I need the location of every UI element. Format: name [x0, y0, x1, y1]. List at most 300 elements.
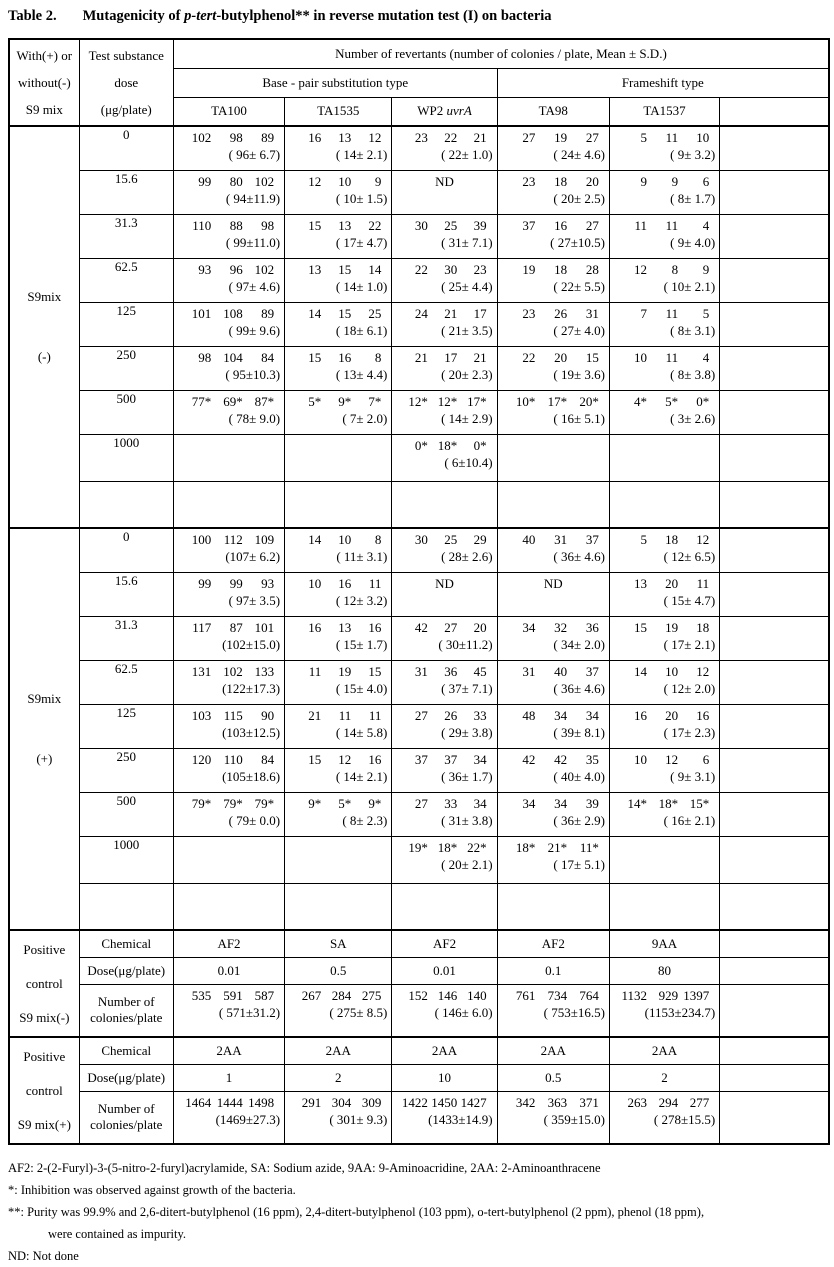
mean-sd: ( 359±15.0) [543, 1111, 605, 1127]
plate-counts [285, 171, 391, 190]
plate-counts [174, 127, 284, 146]
empty-cell [720, 346, 829, 390]
plate-counts [285, 529, 391, 548]
result-cell [173, 748, 284, 792]
count-value: 87* [254, 393, 275, 409]
count-value: 13 [634, 575, 647, 591]
count-value: 27 [444, 619, 458, 635]
plate-counts [392, 705, 496, 724]
mean-sd: (102±15.0) [222, 636, 281, 652]
dose-cell: 125 [79, 704, 173, 748]
strain-name-italic: uvrA [446, 103, 472, 119]
mean-sd: ( 34± 2.0) [553, 636, 605, 652]
plate-counts [610, 347, 719, 366]
plate-counts [285, 215, 391, 234]
count-value: 1450 [431, 1094, 458, 1110]
plate-counts [498, 171, 609, 190]
plate-counts [174, 705, 284, 724]
plate-counts [610, 171, 719, 190]
result-cell [609, 346, 719, 390]
plate-counts [285, 259, 391, 278]
count-value: 31 [522, 663, 536, 679]
plate-counts [285, 705, 391, 724]
count-value: 15 [308, 751, 322, 767]
count-value: 37 [444, 751, 458, 767]
count-value: 79* [191, 795, 212, 811]
plate-counts [285, 303, 391, 322]
count-value: 23 [522, 173, 536, 189]
dose-cell: 1000 [79, 836, 173, 883]
header-dose-line: (μg/plate) [100, 102, 152, 117]
count-value: 100 [191, 532, 212, 547]
header-dose-line: Test substance [88, 48, 164, 63]
count-value: 16 [308, 130, 322, 145]
plate-counts [285, 573, 391, 592]
empty-cell [720, 434, 829, 481]
result-cell [285, 704, 392, 748]
count-value: 5 [702, 305, 710, 321]
count-value: 342 [515, 1094, 536, 1110]
empty-cell [720, 170, 829, 214]
count-value: 18* [437, 839, 458, 855]
count-value: 18* [658, 795, 679, 811]
plate-counts [392, 1092, 496, 1111]
count-value: 21 [473, 349, 487, 365]
result-cell [497, 170, 609, 214]
count-value: 13 [308, 261, 322, 277]
footnote-abbreviations: AF2: 2-(2-Furyl)-3-(5-nitro-2-furyl)acrylamide, SA: Sodium azide, 9AA: 9-Aminoacridine, 2AA: 2-Aminoanthracene [8, 1161, 601, 1175]
dose-cell [79, 883, 173, 930]
result-cell [609, 302, 719, 346]
positive-control-chemical-row [9, 930, 829, 957]
plate-counts [498, 529, 609, 548]
count-value: 8 [374, 349, 382, 365]
plate-counts [498, 1092, 609, 1111]
positive-control-label-line: control [25, 1082, 63, 1098]
header-strain-wp2-uvra [392, 97, 497, 126]
colonies-cell [173, 1091, 284, 1144]
count-value: 6 [702, 751, 710, 767]
count-value: 30 [414, 532, 428, 547]
count-value: 10* [515, 393, 536, 409]
result-cell [609, 792, 719, 836]
mutagenicity-table [8, 38, 830, 1145]
count-value: 22 [444, 130, 458, 145]
mean-sd: ( 94±11.9) [225, 190, 281, 206]
empty-cell [720, 1064, 829, 1091]
mean-sd: ( 95±10.3) [225, 366, 281, 382]
mean-sd: ( 6±10.4) [444, 454, 493, 470]
count-value: 84 [261, 349, 275, 365]
result-cell [285, 748, 392, 792]
result-cell [392, 346, 497, 390]
count-value: 27 [585, 217, 599, 233]
chemical-cell: SA [285, 930, 392, 957]
count-value: 17* [467, 393, 487, 409]
count-value: 16 [368, 751, 382, 767]
mean-sd: (1153±234.7) [644, 1004, 716, 1020]
dose-value-cell: 0.5 [285, 957, 392, 984]
mean-sd: ( 25± 4.4) [441, 278, 493, 294]
mean-sd: ( 16± 2.1) [663, 812, 716, 828]
mean-sd: ( 31± 3.8) [441, 812, 493, 828]
count-value: 20 [473, 619, 487, 635]
count-value: 89 [261, 130, 275, 145]
table-number: Table 2. [8, 8, 57, 24]
header-s9-line: S9 mix [25, 102, 63, 117]
count-value: 18 [665, 532, 679, 547]
count-value: 93 [198, 261, 212, 277]
result-cell [497, 346, 609, 390]
count-value: 5* [308, 393, 322, 409]
count-value: 19 [665, 619, 679, 635]
mean-sd: (105±18.6) [222, 768, 281, 784]
strain-name: WP2 [417, 103, 447, 119]
count-value: 48 [522, 707, 536, 723]
result-cell [285, 170, 392, 214]
plate-counts [174, 573, 284, 592]
plate-counts [174, 661, 284, 680]
count-value: 33 [473, 707, 487, 723]
mean-sd: ( 146± 6.0) [434, 1004, 493, 1020]
mean-sd: ( 15± 4.0) [335, 680, 388, 696]
mean-sd: ( 14± 5.8) [335, 724, 388, 740]
row-label-colonies-line: colonies/plate [90, 1117, 163, 1133]
count-value: 30 [414, 217, 428, 233]
count-value: 34 [473, 751, 487, 767]
dose-cell: 500 [79, 390, 173, 434]
count-value: 12 [696, 663, 710, 679]
result-cell [392, 616, 497, 660]
dose-value-cell: 0.5 [497, 1064, 609, 1091]
title-italic-compound: p-tert [184, 8, 217, 24]
mean-sd: ( 11± 3.1) [336, 549, 388, 564]
count-value: 14 [368, 261, 382, 277]
header-s9-line: With(+) or [16, 48, 73, 63]
count-value: 12 [308, 173, 322, 189]
count-value: 23 [473, 261, 487, 277]
count-value: 31 [585, 305, 599, 321]
plate-counts [174, 259, 284, 278]
count-value: 761 [515, 987, 536, 1003]
count-value: 80 [229, 173, 243, 189]
data-row [9, 616, 829, 660]
plate-counts [174, 749, 284, 768]
count-value: 40 [554, 663, 568, 679]
table-header [9, 39, 829, 126]
count-value: 34 [522, 795, 536, 811]
mean-sd: ( 17± 5.1) [553, 856, 605, 872]
count-value: 140 [467, 987, 487, 1003]
mean-sd: ( 301± 9.3) [329, 1111, 388, 1127]
result-cell [392, 528, 497, 572]
positive-control-label-line: control [25, 975, 63, 991]
colonies-cell [285, 984, 392, 1037]
count-value: 37 [522, 217, 536, 233]
plate-counts [392, 303, 496, 322]
count-value: 1464 [185, 1094, 212, 1110]
plate-counts [174, 171, 284, 190]
mean-sd: ( 3± 2.6) [670, 410, 716, 426]
count-value: 34 [585, 707, 599, 723]
count-value: 36 [585, 619, 599, 635]
count-value: 15* [689, 795, 710, 811]
mean-sd: ( 22± 1.0) [441, 147, 493, 162]
row-label-dose: Dose(μg/plate) [79, 1064, 173, 1091]
empty-cell [720, 214, 829, 258]
count-value: 98 [198, 349, 212, 365]
plate-counts [392, 259, 496, 278]
row-label-colonies-line: colonies/plate [90, 1010, 163, 1026]
count-value: 7 [640, 305, 647, 321]
count-value: 304 [331, 1094, 352, 1110]
count-value: 9 [640, 173, 647, 189]
header-strain-ta1537: TA1537 [609, 97, 719, 126]
result-cell [609, 434, 719, 481]
plate-counts [392, 347, 496, 366]
count-value: 9* [368, 795, 382, 811]
plate-counts [498, 303, 609, 322]
count-value: 1397 [683, 987, 710, 1003]
mean-sd: (103±12.5) [222, 724, 281, 740]
data-row [9, 883, 829, 930]
data-row [9, 792, 829, 836]
mean-sd: ( 19± 3.6) [553, 366, 605, 382]
count-value: 45 [473, 663, 487, 679]
count-value: 5 [640, 532, 647, 547]
mean-sd: ( 15± 4.7) [663, 592, 716, 608]
count-value: 79* [254, 795, 275, 811]
result-cell [497, 481, 609, 528]
count-value: 112 [223, 532, 243, 547]
result-cell [392, 481, 497, 528]
count-value: 11 [634, 217, 647, 233]
result-cell [497, 390, 609, 434]
count-value: 103 [191, 707, 212, 723]
count-value: 1132 [621, 987, 647, 1003]
empty-cell [720, 572, 829, 616]
result-cell [285, 616, 392, 660]
count-value: 30 [444, 261, 458, 277]
result-cell [173, 481, 284, 528]
mean-sd: (1433±14.9) [428, 1111, 493, 1127]
empty-cell [720, 660, 829, 704]
positive-control-colonies-row [9, 984, 829, 1037]
mean-sd: ( 12± 3.2) [335, 592, 388, 608]
footnote-double-asterisk-cont: were contained as impurity. [48, 1227, 187, 1241]
count-value: 146 [437, 987, 458, 1003]
count-value: 1422 [401, 1094, 428, 1110]
count-value: 12 [634, 261, 647, 277]
count-value: 309 [361, 1094, 382, 1110]
count-value: 4 [702, 217, 710, 233]
plate-counts [174, 215, 284, 234]
count-value: 152 [408, 987, 428, 1003]
count-value: 8 [374, 532, 382, 547]
result-cell [285, 792, 392, 836]
plate-counts [392, 617, 496, 636]
mean-sd: ( 9± 4.0) [670, 234, 716, 250]
row-label-dose: Dose(μg/plate) [79, 957, 173, 984]
count-value: 5* [665, 393, 679, 409]
count-value: 34 [473, 795, 487, 811]
count-value: 131 [191, 663, 212, 679]
result-cell [497, 302, 609, 346]
empty-cell [720, 704, 829, 748]
plate-counts [174, 985, 284, 1004]
result-cell [285, 302, 392, 346]
row-label-colonies-line: Number of [97, 1101, 155, 1117]
count-value: 7* [368, 393, 382, 409]
plate-counts [392, 529, 496, 548]
mean-sd: ( 8± 3.8) [670, 366, 716, 382]
data-row [9, 170, 829, 214]
count-value: 18 [554, 261, 568, 277]
mean-sd: ( 99± 9.6) [228, 322, 281, 338]
plate-counts [174, 1092, 284, 1111]
plate-counts [610, 705, 719, 724]
result-cell [497, 883, 609, 930]
count-value: 764 [579, 987, 599, 1003]
count-value: 20 [554, 349, 568, 365]
mean-sd: (122±17.3) [222, 680, 281, 696]
result-cell [497, 836, 609, 883]
result-cell [173, 660, 284, 704]
count-value: 31 [554, 532, 568, 547]
result-cell [392, 434, 497, 481]
result-cell [609, 481, 719, 528]
count-value: 87 [229, 619, 243, 635]
plate-counts [392, 661, 496, 680]
count-value: 42 [522, 751, 536, 767]
plate-counts [174, 793, 284, 812]
data-row [9, 528, 829, 572]
count-value: 929 [658, 987, 679, 1003]
count-value: 93 [261, 575, 275, 591]
count-value: 13 [338, 217, 352, 233]
result-cell [285, 572, 392, 616]
count-value: 21 [444, 305, 458, 321]
count-value: 16 [308, 619, 322, 635]
mean-sd: ( 14± 2.9) [441, 410, 493, 426]
result-cell [392, 792, 497, 836]
data-row [9, 481, 829, 528]
count-value: 16 [696, 707, 710, 723]
mean-sd: ( 30±11.2) [438, 636, 493, 652]
data-row [9, 214, 829, 258]
count-value: 102 [191, 130, 212, 145]
mean-sd: ( 40± 4.0) [553, 768, 605, 784]
mean-sd: ( 8± 2.3) [342, 812, 388, 828]
count-value: 15 [308, 217, 322, 233]
mean-sd: ( 17± 4.7) [335, 234, 388, 250]
count-value: 0* [414, 437, 428, 453]
result-cell [609, 748, 719, 792]
plate-counts [498, 837, 609, 856]
count-value: 12 [368, 130, 382, 145]
colonies-cell [392, 984, 497, 1037]
plate-counts [498, 617, 609, 636]
plate-counts [610, 985, 719, 1004]
count-value: 120 [191, 751, 212, 767]
result-cell [285, 214, 392, 258]
count-value: 291 [301, 1094, 322, 1110]
count-value: 22 [414, 261, 428, 277]
result-cell [173, 346, 284, 390]
count-value: 20 [585, 173, 599, 189]
result-cell [173, 258, 284, 302]
header-dose [79, 39, 173, 126]
count-value: 37 [585, 663, 599, 679]
count-value: 22* [467, 839, 487, 855]
count-value: 42 [414, 619, 428, 635]
result-cell [497, 748, 609, 792]
mean-sd: ( 278±15.5) [653, 1111, 716, 1127]
count-value: 22 [522, 349, 536, 365]
result-cell [285, 126, 392, 170]
plate-counts [392, 127, 496, 146]
mean-sd: ( 16± 5.1) [553, 410, 605, 426]
empty-cell [720, 883, 829, 930]
plate-counts [285, 1092, 391, 1111]
result-cell [285, 481, 392, 528]
mean-sd: ( 9± 3.2) [670, 147, 716, 162]
mean-sd: ( 39± 8.1) [553, 724, 605, 740]
result-cell [285, 528, 392, 572]
count-value: 11 [696, 575, 710, 591]
count-value: 108 [223, 305, 243, 321]
mean-sd: ( 37± 7.1) [441, 680, 493, 696]
count-value: 734 [547, 987, 568, 1003]
dose-cell: 250 [79, 748, 173, 792]
count-value: 1427 [460, 1094, 487, 1110]
row-label-colonies-line: Number of [97, 994, 155, 1010]
result-cell [609, 258, 719, 302]
result-cell [609, 390, 719, 434]
plate-counts [498, 259, 609, 278]
colonies-cell [497, 984, 609, 1037]
empty-cell [720, 1091, 829, 1144]
count-value: 24 [414, 305, 428, 321]
count-value: 99 [198, 575, 212, 591]
count-value: 267 [301, 987, 322, 1003]
plate-counts [498, 391, 609, 410]
data-row [9, 126, 829, 170]
colonies-cell [609, 984, 719, 1037]
count-value: 10 [634, 751, 647, 767]
dose-cell: 62.5 [79, 660, 173, 704]
data-row [9, 748, 829, 792]
result-cell [497, 572, 609, 616]
result-cell [173, 616, 284, 660]
count-value: 15 [368, 663, 382, 679]
plate-counts [610, 573, 719, 592]
section-label [9, 528, 79, 930]
count-value: 15 [338, 305, 352, 321]
plate-counts [610, 215, 719, 234]
result-cell [173, 214, 284, 258]
count-value: 8 [671, 261, 679, 277]
count-value: 36 [444, 663, 458, 679]
count-value: 11 [338, 707, 352, 723]
result-cell [173, 704, 284, 748]
dose-value-cell: 0.01 [173, 957, 284, 984]
data-row [9, 704, 829, 748]
count-value: 16 [338, 349, 352, 365]
empty-cell [720, 1037, 829, 1064]
count-value: 88 [229, 217, 243, 233]
count-value: 99 [229, 575, 243, 591]
